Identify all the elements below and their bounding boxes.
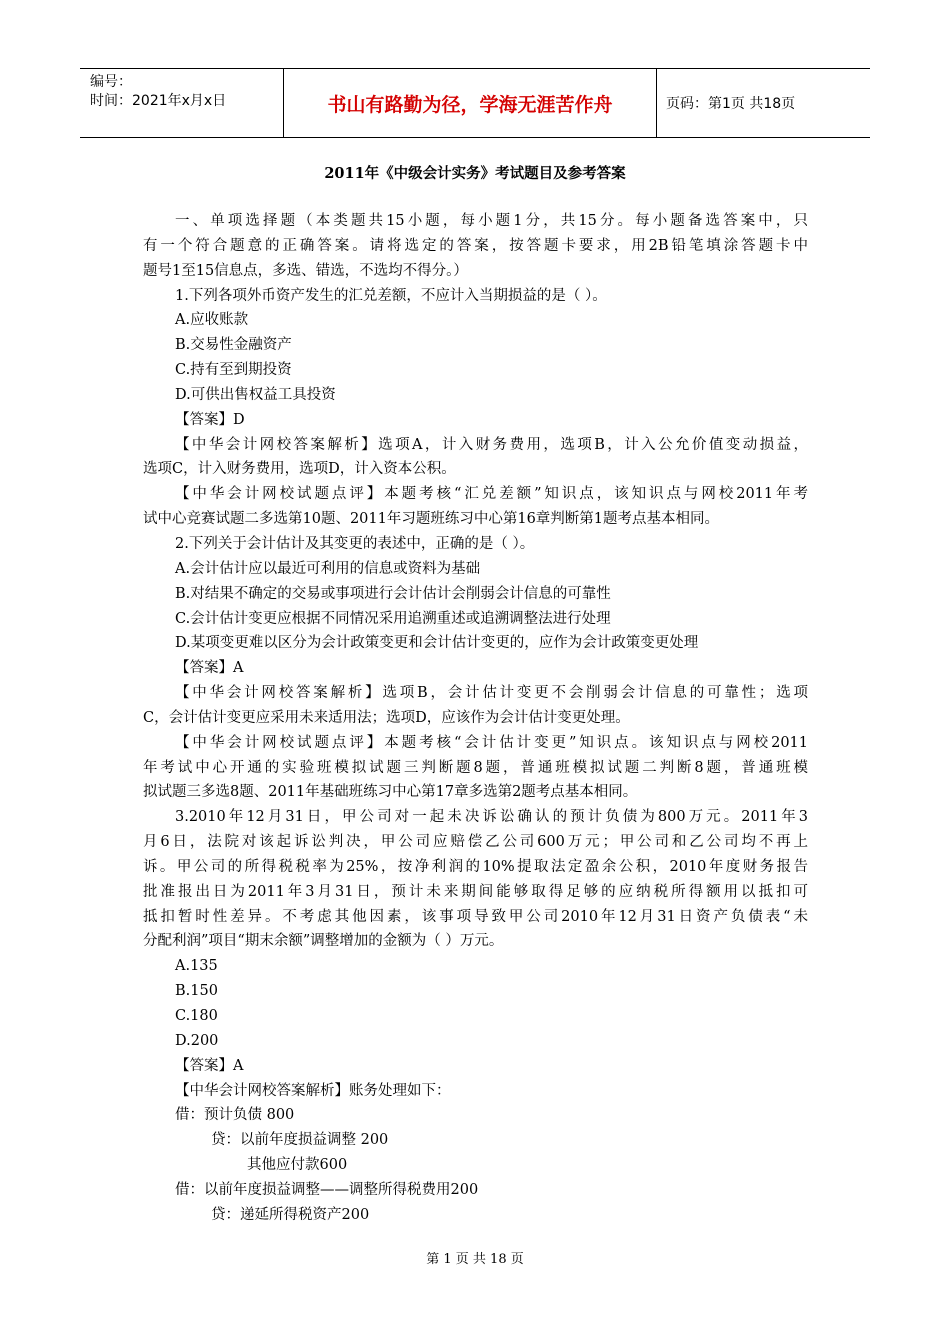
option-c: C.180 — [175, 1008, 218, 1024]
page-header — [80, 68, 870, 138]
text-line: 抵扣暂时性差异。不考虑其他因素，该事项导致甲公司2010年12月31日资产负债表“未 — [143, 908, 808, 925]
header-left — [90, 73, 226, 111]
page-footer: 第 1 页 共 18 页 — [426, 1252, 524, 1267]
option-b: B.对结果不确定的交易或事项进行会计估计会削弱会计信息的可靠性 — [175, 585, 611, 602]
journal-entry-debit: 借：预计负债 800 — [175, 1107, 295, 1124]
option-c: C.会计估计变更应根据不同情况采用追溯重述或追溯调整法进行处理 — [175, 610, 611, 627]
question-1: 1.下列各项外币资产发生的汇兑差额，不应计入当期损益的是（ ）。 — [175, 287, 607, 304]
text-line: 年考试中心开通的实验班模拟试题三判断题8题，普通班模拟试题二判断8题，普通班模 — [143, 759, 808, 776]
header-divider — [656, 69, 657, 137]
text-line: 拟试题三多选8题、2011年基础班练习中心第17章多选第2题考点基本相同。 — [143, 784, 638, 801]
page-info: 页码：第1页 共18页 — [666, 96, 796, 112]
answer-analysis: 【中华会计网校答案解析】选项B，会计估计变更不会削弱会计信息的可靠性；选项 — [175, 685, 808, 702]
journal-entry-credit: 贷：以前年度损益调整 200 — [211, 1132, 389, 1149]
number-label: 编号： — [90, 74, 132, 90]
header-motto: 书山有路勤为径，学海无涯苦作舟 — [327, 93, 613, 116]
text-line: 批准报出日为2011年3月31日，预计未来期间能够取得足够的应纳税所得额用以抵扣可 — [143, 883, 808, 900]
text-line: 选项C，计入财务费用，选项D，计入资本公积。 — [143, 461, 456, 478]
answer: 【答案】A — [175, 660, 244, 677]
text-line: 一、单项选择题（本类题共15小题，每小题1分，共15分。每小题备选答案中，只 — [175, 213, 808, 229]
answer: 【答案】D — [175, 411, 245, 428]
option-d: D.可供出售权益工具投资 — [175, 386, 336, 403]
text-line: 诉。甲公司的所得税税率为25%，按净利润的10%提取法定盈余公积，2010年度财务报告 — [143, 858, 808, 875]
text-line: 试中心竞赛试题二多选第10题、2011年习题班练习中心第16章判断第1题考点基本相同。 — [143, 511, 720, 528]
text-line: 题号1至15信息点，多选、错选，不选均不得分。） — [143, 262, 468, 279]
journal-entry-credit: 贷：递延所得税资产200 — [211, 1206, 370, 1223]
option-d: D.某项变更难以区分为会计政策变更和会计估计变更的，应作为会计政策变更处理 — [175, 635, 699, 652]
option-a: A.135 — [175, 958, 218, 975]
journal-entry-debit: 借：以前年度损益调整——调整所得税费用200 — [175, 1181, 479, 1198]
option-a: A.会计估计应以最近可利用的信息或资料为基础 — [175, 560, 481, 577]
answer-analysis: 【中华会计网校答案解析】账务处理如下： — [175, 1082, 451, 1099]
option-a: A.应收账款 — [175, 312, 249, 329]
option-d: D.200 — [175, 1032, 219, 1049]
document-body — [143, 209, 808, 1228]
text-line: 分配利润”项目“期末余额”调整增加的金额为（ ）万元。 — [143, 933, 504, 950]
text-line: 月6日，法院对该起诉讼判决，甲公司应赔偿乙公司600万元；甲公司和乙公司均不再上 — [143, 834, 808, 851]
answer-analysis: 【中华会计网校答案解析】选项A，计入财务费用，选项B，计入公允价值变动损益， — [175, 436, 808, 453]
option-b: B.交易性金融资产 — [175, 337, 292, 354]
question-review: 【中华会计网校试题点评】本题考核“汇兑差额”知识点，该知识点与网校2011年考 — [175, 486, 808, 503]
question-review: 【中华会计网校试题点评】本题考核“会计估计变更”知识点。该知识点与网校2011 — [175, 734, 808, 751]
time-label: 时间：2021年x月x日 — [90, 93, 227, 109]
text-line: 有一个符合题意的正确答案。请将选定的答案，按答题卡要求，用2B铅笔填涂答题卡中 — [143, 237, 808, 254]
question-2: 2.下列关于会计估计及其变更的表述中，正确的是（ ）。 — [175, 535, 535, 552]
option-c: C.持有至到期投资 — [175, 362, 292, 379]
document-title: 2011年《中级会计实务》考试题目及参考答案 — [324, 165, 626, 182]
text-line: C，会计估计变更应采用未来适用法；选项D，应该作为会计估计变更处理。 — [143, 709, 630, 726]
journal-entry-credit: 其他应付款600 — [247, 1157, 348, 1174]
question-3: 3.2010年12月31日，甲公司对一起未决诉讼确认的预计负债为800万元。2011年3 — [175, 809, 809, 826]
answer: 【答案】A — [175, 1057, 244, 1074]
option-b: B.150 — [175, 983, 218, 1000]
